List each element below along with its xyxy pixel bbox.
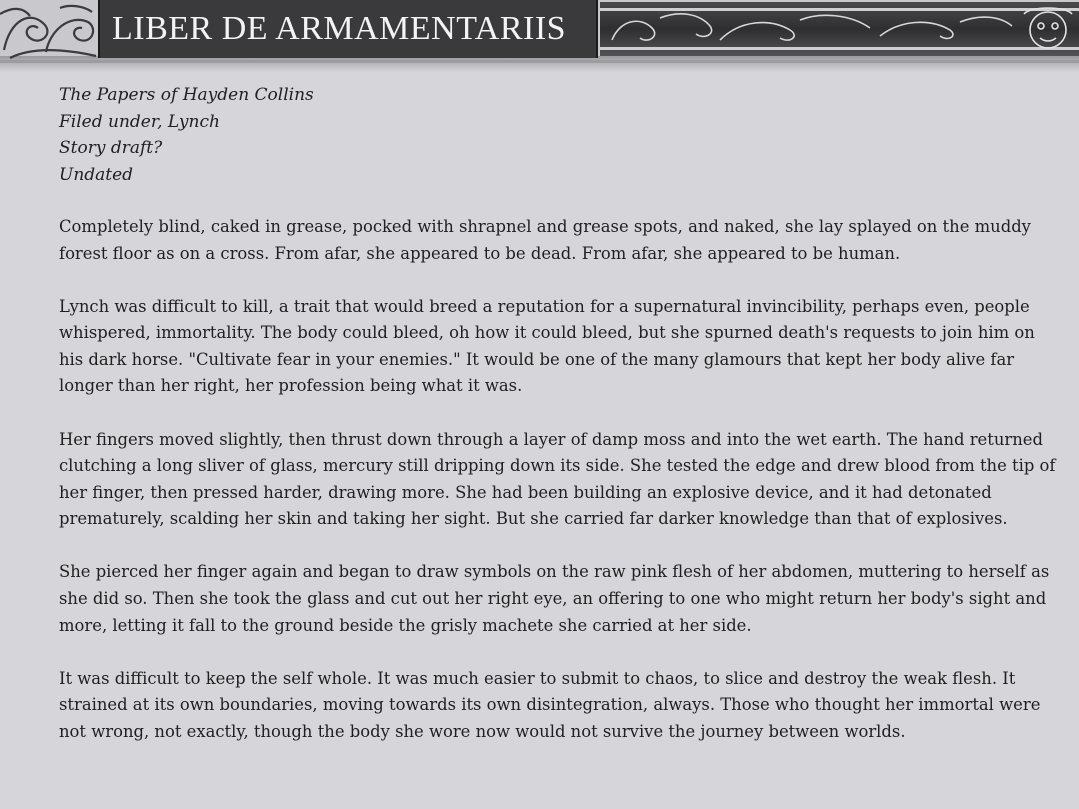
- paragraph-2: Lynch was difficult to kill, a trait that would breed a reputation for a supernatural invincibility, perhaps even, people whispered, immortality. The body could bleed, oh how it could bleed, but she spurned death's requests to join him on his dark horse. "Cultivate fear in your enemies." It would be one of the many glamours that kept her body alive far longer than her right, her profession being what it was.: [59, 296, 1035, 396]
- meta-date: Undated: [59, 164, 134, 185]
- meta-type: Story draft?: [59, 138, 163, 158]
- document-meta: [59, 82, 1059, 188]
- paragraph-1: Completely blind, caked in grease, pocked with shrapnel and grease spots, and naked, she lay splayed on the muddy forest floor as on a cross. From afar, she appeared to be dead. From afar, she appeared to be human.: [59, 217, 1031, 263]
- meta-filed-under: Filed under, Lynch: [59, 111, 220, 132]
- meta-source: The Papers of Hayden Collins: [59, 85, 314, 105]
- document-body: [59, 82, 1059, 772]
- header-banner: [0, 0, 1079, 72]
- paragraph-4: She pierced her finger again and began to draw symbols on the raw pink flesh of her abdomen, muttering to herself as she did so. Then she took the glass and cut out her right eye, an offering to one who might return her body's sight and more, letting it fall to the ground beside the grisly machete she carried at her side.: [59, 562, 1050, 635]
- paragraph-3: Her fingers moved slightly, then thrust down through a layer of damp moss and into the wet earth. The hand returned clutching a long sliver of glass, mercury still dripping down its side. She tested the edge and drew blood from the tip of her finger, then pressed harder, drawing more. She had been building an explosive device, and it had detonated prematurely, scalding her skin and taking her sight. But she carried far darker knowledge than that of explosives.: [59, 429, 1056, 529]
- page-title: LIBER DE ARMAMENTARIIS: [112, 10, 567, 47]
- title-plate: [98, 0, 598, 58]
- paragraph-5: It was difficult to keep the self whole. It was much easier to submit to chaos, to slice and destroy the weak flesh. It strained at its own boundaries, moving towards its own disintegration, always. Those who thought her immortal were not wrong, not exactly, though the body she wore now would not survive the journey between worlds.: [59, 668, 1041, 741]
